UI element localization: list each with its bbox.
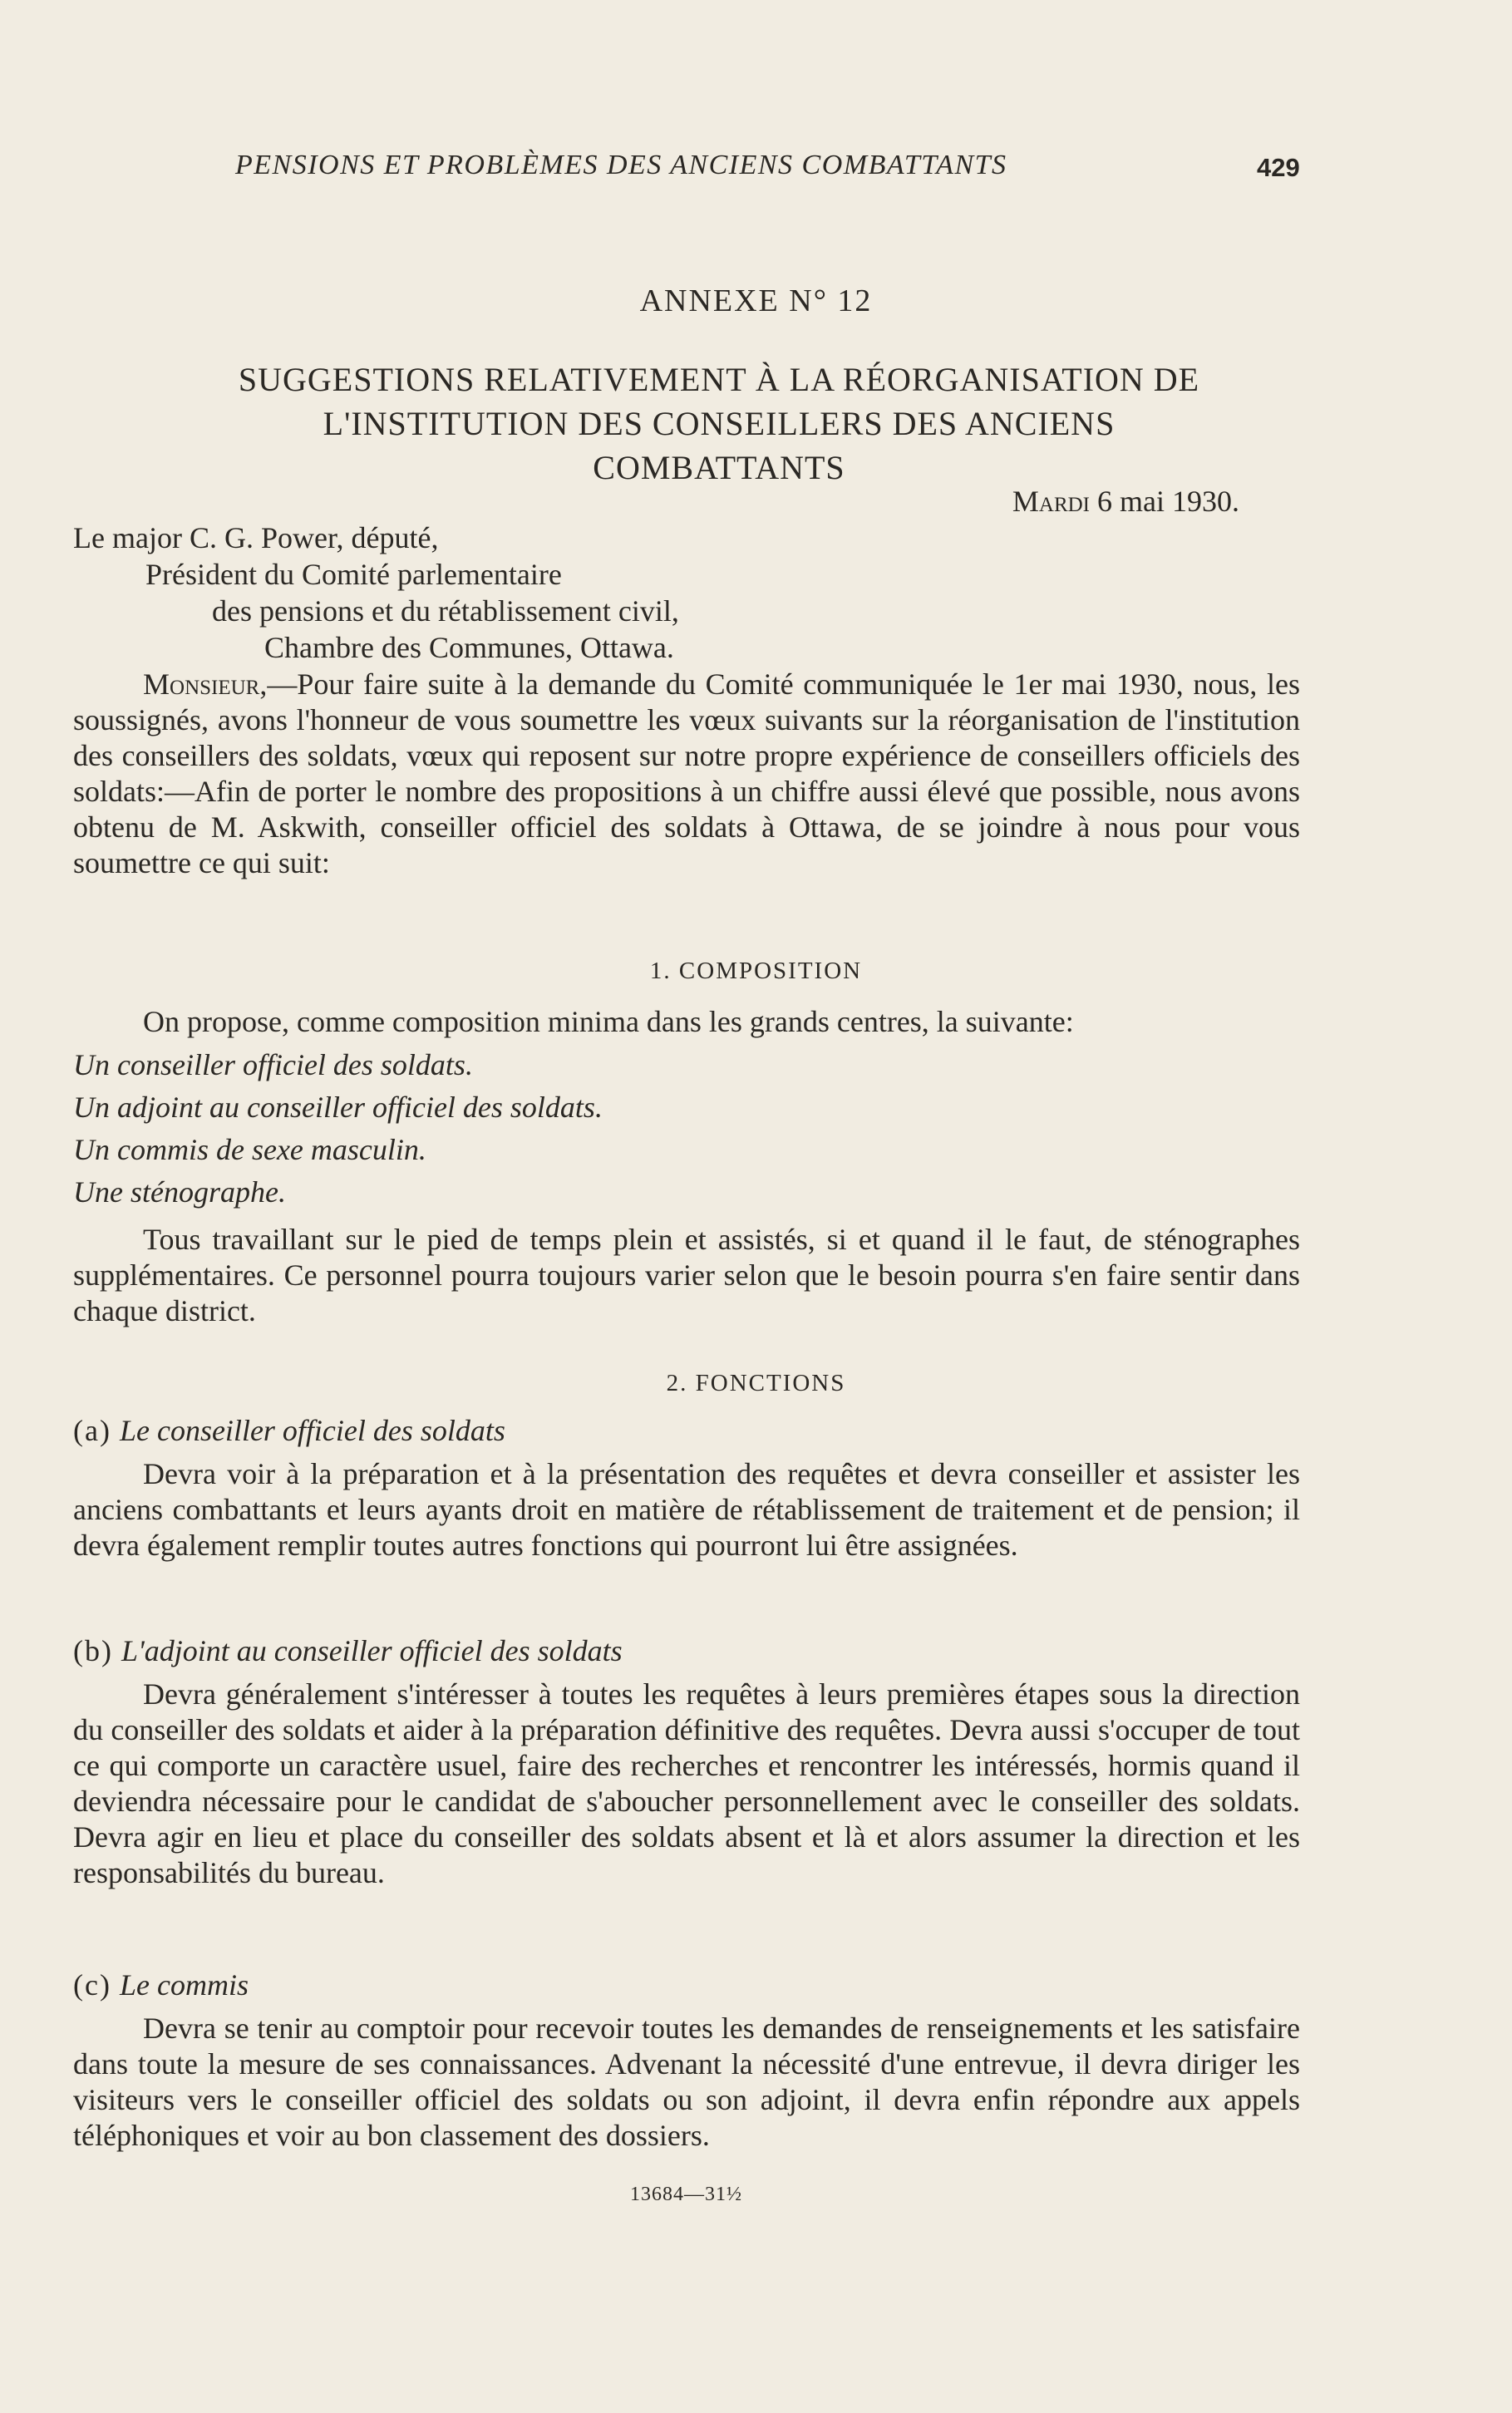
- address-line: Chambre des Communes, Ottawa.: [264, 631, 674, 664]
- staff-note-text: Tous travaillant sur le pied de temps plein et assistés, si et quand il le faut, de sténographes supplémentaires. Ce personnel pourra toujours varier selon que le besoin pourra s'en faire sentir dans chaque district.: [73, 1223, 1300, 1327]
- intro-paragraph: [73, 667, 1300, 881]
- running-header: PENSIONS ET PROBLÈMES DES ANCIENS COMBATTANTS: [235, 150, 1007, 180]
- composition-intro-text: On propose, comme composition minima dans les grands centres, la suivante:: [143, 1005, 1074, 1038]
- staff-note-paragraph: [73, 1222, 1300, 1329]
- salutation: Monsieur,: [143, 667, 268, 701]
- composition-intro: [73, 1004, 1300, 1040]
- list-item: Une sténographe.: [73, 1175, 286, 1209]
- section-heading-composition: 1. COMPOSITION: [649, 958, 863, 984]
- title-line: L'INSTITUTION DES CONSEILLERS DES ANCIENS: [323, 405, 1116, 442]
- subheading-c: [73, 1967, 249, 2002]
- subheading-title: Le commis: [119, 1968, 249, 2002]
- list-item: Un conseiller officiel des soldats.: [73, 1048, 473, 1081]
- subheading-b: [73, 1633, 623, 1668]
- subheading-tag: (b): [73, 1634, 113, 1667]
- title-line: COMBATTANTS: [593, 449, 845, 486]
- subheading-title: L'adjoint au conseiller officiel des soldats: [121, 1634, 623, 1667]
- annex-title: ANNEXE N° 12: [639, 283, 873, 318]
- paragraph-a: [73, 1456, 1300, 1564]
- subheading-tag: (c): [73, 1968, 111, 2002]
- printer-code: 13684—31½: [630, 2184, 742, 2205]
- document-title: [125, 357, 1313, 490]
- address-line: Président du Comité parlementaire: [145, 558, 562, 591]
- paragraph-c: [73, 2011, 1300, 2154]
- list-item: Un adjoint au conseiller officiel des soldats.: [73, 1091, 603, 1124]
- address-line: Le major C. G. Power, député,: [73, 521, 439, 554]
- subheading-tag: (a): [73, 1414, 111, 1447]
- page-number: 429: [1257, 153, 1300, 182]
- section-heading-functions: 2. FONCTIONS: [666, 1370, 846, 1396]
- date-weekday: Mardi: [1012, 485, 1091, 518]
- list-item: Un commis de sexe masculin.: [73, 1133, 426, 1166]
- subheading-title: Le conseiller officiel des soldats: [119, 1414, 505, 1447]
- paragraph-text: Devra voir à la préparation et à la présentation des requêtes et devra conseiller et assister les anciens combattants et leurs ayants droit en matière de rétablissement de traitement et de pension; il devra également remplir toutes autres fonctions qui pourront lui être assignées.: [73, 1457, 1300, 1562]
- address-line: des pensions et du rétablissement civil,: [212, 594, 679, 628]
- paragraph-b: [73, 1677, 1300, 1891]
- date-rest: 6 mai 1930.: [1090, 485, 1239, 518]
- paragraph-text: Devra généralement s'intéresser à toutes les requêtes à leurs premières étapes sous la direction du conseiller des soldats et aider à la préparation définitive des requêtes. Devra aussi s'occuper de tout ce qui comporte un caractère usuel, faire des recherches et rencontrer les intéressés, hormis quand il deviendra nécessaire pour le candidat de s'aboucher personnellement avec le conseiller des soldats. Devra agir en lieu et place du conseiller des soldats absent et là et alors assumer la direction et les responsabilités du bureau.: [73, 1677, 1300, 1889]
- subheading-a: [73, 1413, 505, 1448]
- letter-date: [1012, 484, 1239, 519]
- intro-text: —Pour faire suite à la demande du Comité communiquée le 1er mai 1930, nous, les soussignés, avons l'honneur de vous soumettre les vœux suivants sur la réorganisation de l'institution des conseillers des soldats, vœux qui reposent sur notre propre expérience de conseillers officiels des soldats:—Afin de porter le nombre des propositions à un chiffre aussi élevé que possible, nous avons obtenu de M. Askwith, conseiller officiel des soldats à Ottawa, de se joindre à nous pour vous soumettre ce qui suit:: [73, 667, 1300, 879]
- paragraph-text: Devra se tenir au comptoir pour recevoir toutes les demandes de renseignements et les satisfaire dans toute la mesure de ses connaissances. Advenant la nécessité d'une entrevue, il devra diriger les visiteurs vers le conseiller officiel des soldats ou son adjoint, il devra enfin répondre aux appels téléphoniques et voir au bon classement des dossiers.: [73, 2012, 1300, 2152]
- title-line: SUGGESTIONS RELATIVEMENT À LA RÉORGANISATION DE: [238, 361, 1200, 398]
